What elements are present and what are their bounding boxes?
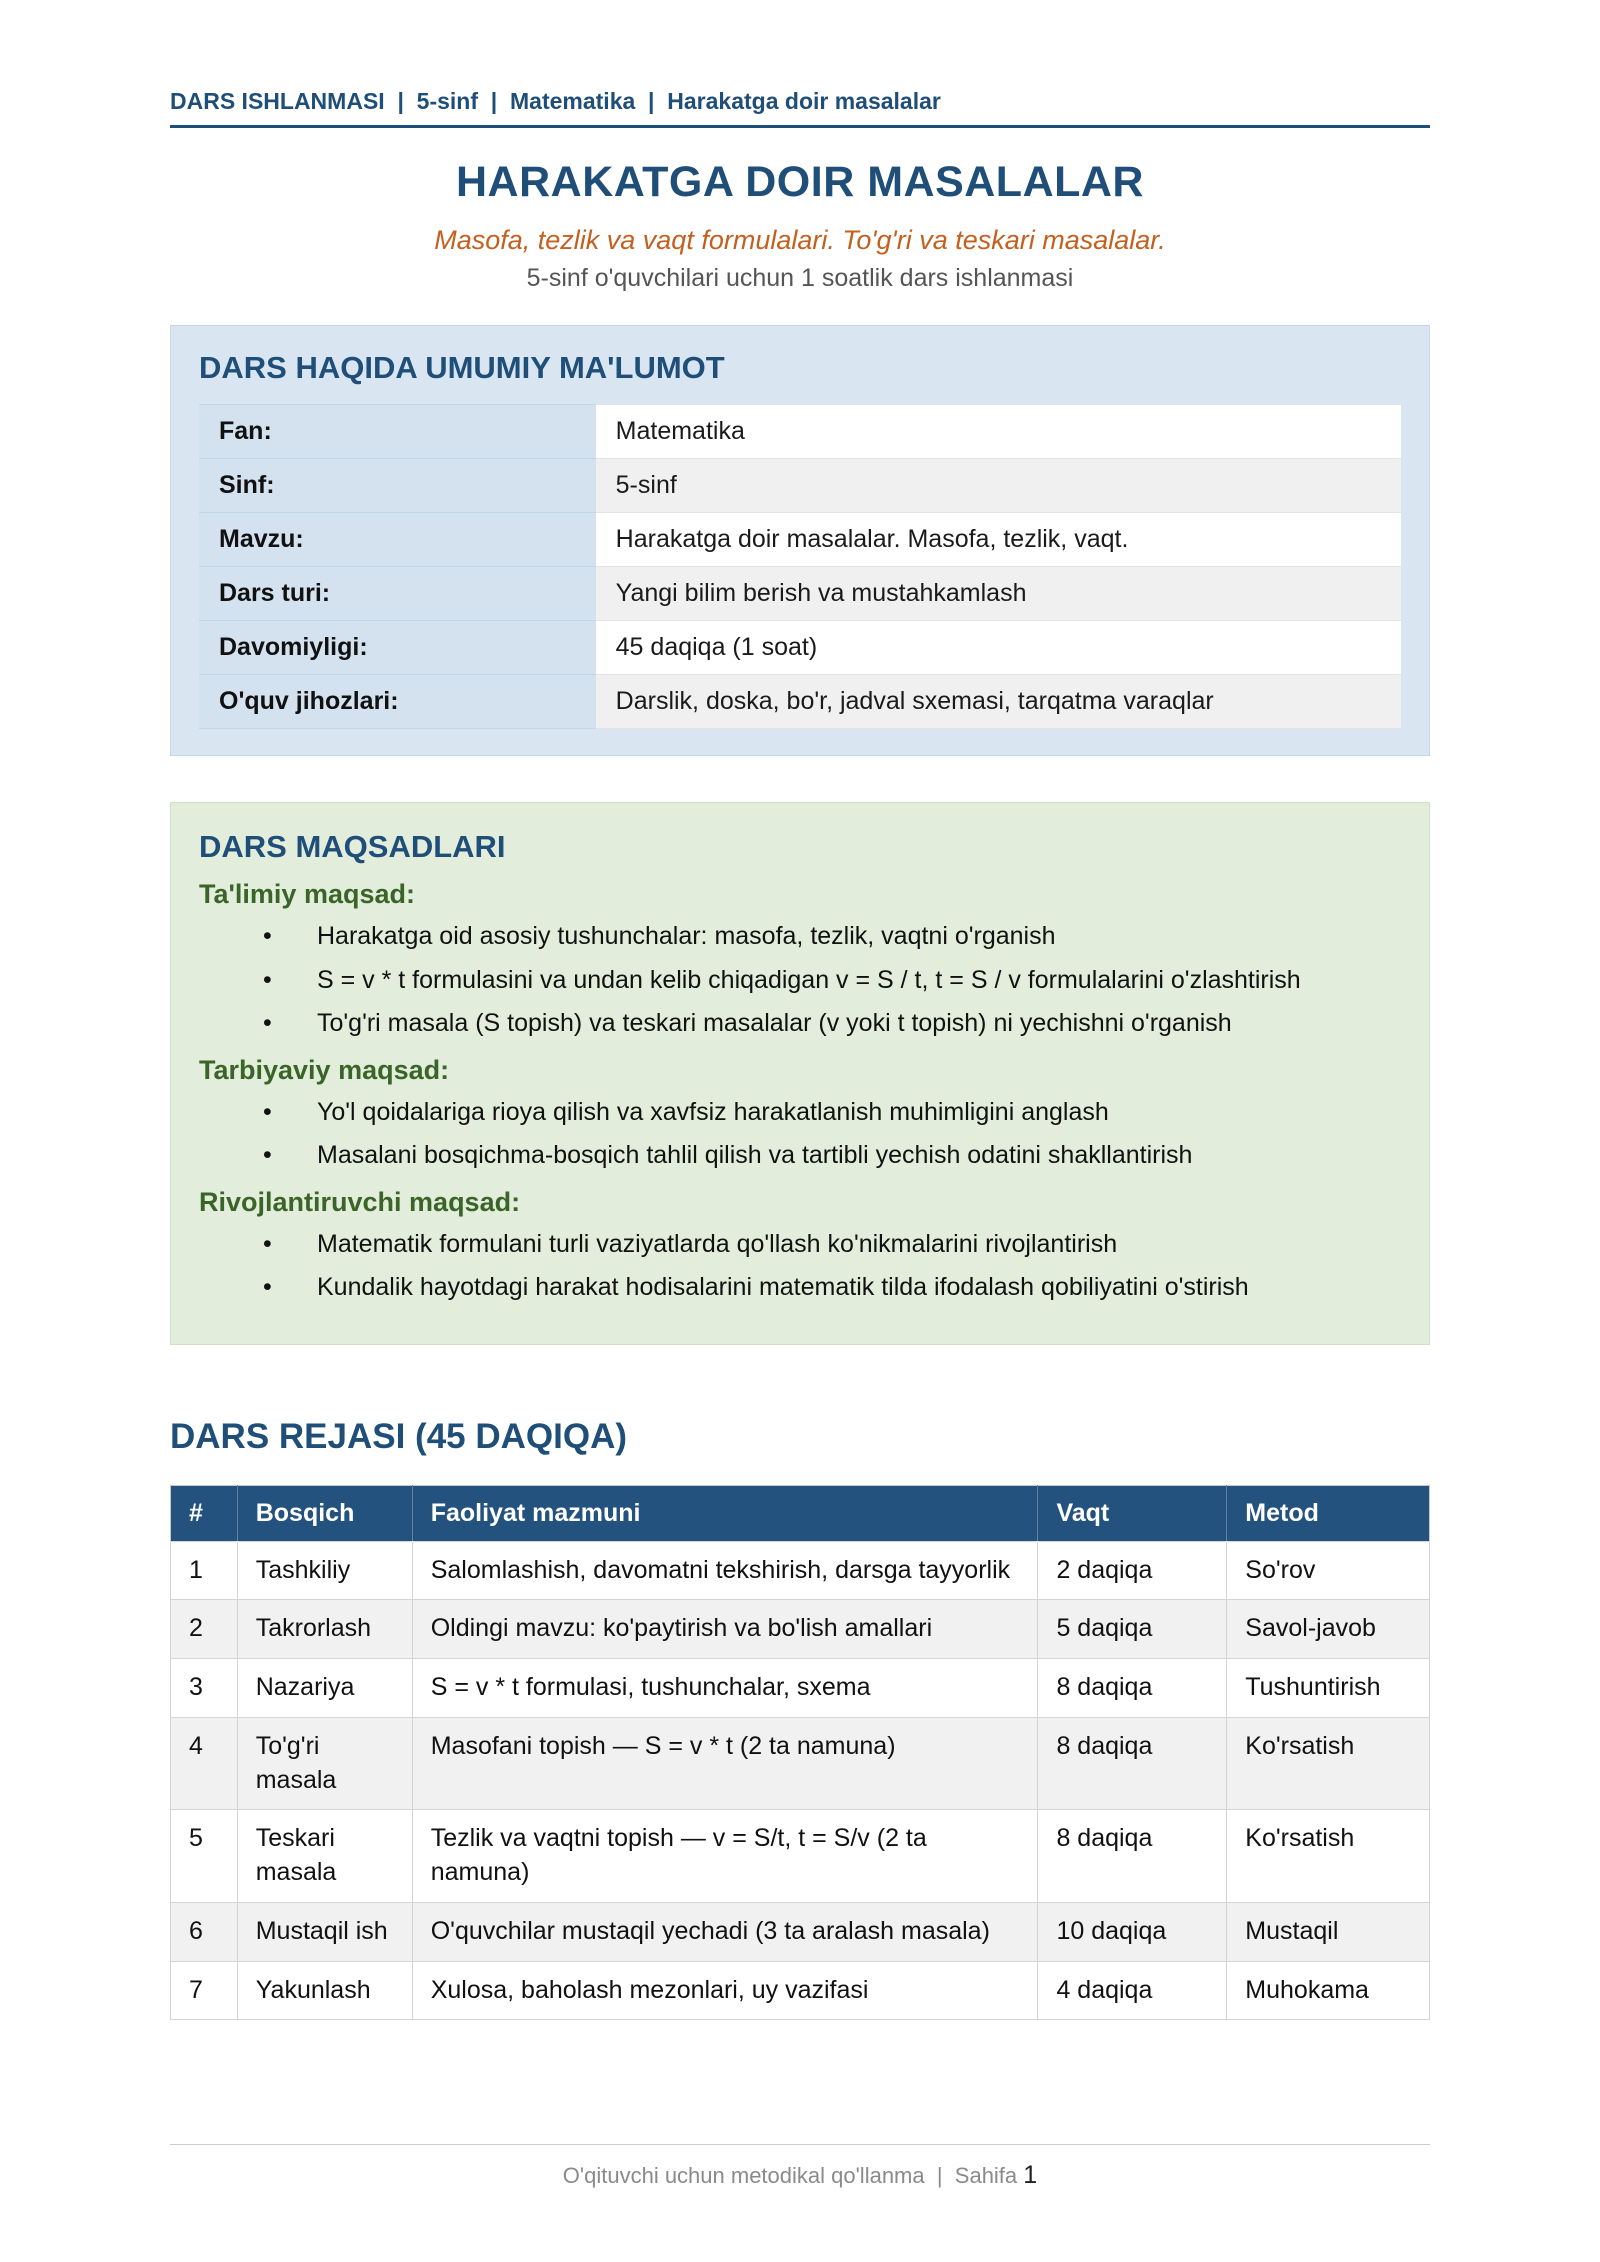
goal-bullet: • Harakatga oid asosiy tushunchalar: masofa, tezlik, vaqtni o'rganish <box>199 919 1401 954</box>
info-table <box>199 404 1401 729</box>
info-label: Fan: <box>199 405 596 459</box>
plan-cell-activity: S = v * t formulasi, tushunchalar, sxema <box>412 1659 1038 1718</box>
page-number: 1 <box>1023 2161 1038 2189</box>
plan-cell-time: 8 daqiqa <box>1038 1659 1227 1718</box>
plan-header-time: Vaqt <box>1038 1485 1227 1541</box>
plan-cell-activity: Salomlashish, davomatni tekshirish, darsga tayyorlik <box>412 1541 1038 1600</box>
plan-cell-activity: O'quvchilar mustaqil yechadi (3 ta aralash masala) <box>412 1902 1038 1961</box>
header-breadcrumb: DARS ISHLANMASI | 5-sinf | Matematika | Harakatga doir masalalar <box>170 88 1430 128</box>
info-row <box>199 459 1401 513</box>
plan-cell-number: 7 <box>171 1961 238 2020</box>
page-title: HARAKATGA DOIR MASALALAR <box>456 158 1144 206</box>
plan-cell-number: 1 <box>171 1541 238 1600</box>
plan-cell-number: 2 <box>171 1600 238 1659</box>
plan-cell-time: 2 daqiqa <box>1038 1541 1227 1600</box>
plan-cell-method: Ko'rsatish <box>1227 1717 1430 1810</box>
info-label: O'quv jihozlari: <box>199 675 596 729</box>
plan-cell-time: 8 daqiqa <box>1038 1717 1227 1810</box>
goal-list-rivojlantiruvchi <box>199 1227 1401 1305</box>
info-value: Harakatga doir masalalar. Masofa, tezlik, vaqt. <box>596 513 1401 567</box>
info-box <box>170 325 1430 756</box>
page-footer <box>170 2144 1430 2190</box>
info-label: Mavzu: <box>199 513 596 567</box>
plan-row <box>171 1541 1430 1600</box>
goal-list-tarbiyaviy <box>199 1095 1401 1173</box>
plan-row <box>171 1717 1430 1810</box>
plan-cell-method: So'rov <box>1227 1541 1430 1600</box>
plan-cell-method: Mustaqil <box>1227 1902 1430 1961</box>
goal-bullet: • To'g'ri masala (S topish) va teskari masalalar (v yoki t topish) ni yechishni o'rganish <box>199 1006 1401 1041</box>
plan-cell-method: Ko'rsatish <box>1227 1810 1430 1903</box>
plan-heading: DARS REJASI (45 DAQIQA) <box>170 1416 628 1456</box>
plan-cell-activity: Tezlik va vaqtni topish — v = S/t, t = S/v (2 ta namuna) <box>412 1810 1038 1903</box>
plan-cell-number: 3 <box>171 1659 238 1718</box>
page-subtitle: Masofa, tezlik va vaqt formulalari. To'g'ri va teskari masalalar. <box>434 225 1166 255</box>
plan-row <box>171 1961 1430 2020</box>
plan-row <box>171 1600 1430 1659</box>
plan-cell-time: 10 daqiqa <box>1038 1902 1227 1961</box>
info-label: Dars turi: <box>199 567 596 621</box>
plan-header-number: # <box>171 1485 238 1541</box>
plan-cell-method: Savol-javob <box>1227 1600 1430 1659</box>
page-description: 5-sinf o'quvchilari uchun 1 soatlik dars ishlanmasi <box>526 264 1074 292</box>
info-label: Sinf: <box>199 459 596 513</box>
plan-cell-method: Tushuntirish <box>1227 1659 1430 1718</box>
goal-section-title-tarbiyaviy: Tarbiyaviy maqsad: <box>199 1054 450 1085</box>
goal-bullet: • Matematik formulani turli vaziyatlarda qo'llash ko'nikmalarini rivojlantirish <box>199 1227 1401 1262</box>
goal-section-title-talimiy: Ta'limiy maqsad: <box>199 879 415 909</box>
plan-table <box>170 1485 1430 2021</box>
plan-cell-number: 6 <box>171 1902 238 1961</box>
plan-cell-time: 5 daqiqa <box>1038 1600 1227 1659</box>
goal-bullet: • Masalani bosqichma-bosqich tahlil qilish va tartibli yechish odatini shakllantirish <box>199 1138 1401 1173</box>
plan-cell-time: 8 daqiqa <box>1038 1810 1227 1903</box>
plan-cell-stage: Tashkiliy <box>237 1541 412 1600</box>
goal-list-talimiy <box>199 919 1401 1041</box>
plan-cell-stage: Yakunlash <box>237 1961 412 2020</box>
plan-cell-stage: Mustaqil ish <box>237 1902 412 1961</box>
footer-text: O'qituvchi uchun metodikal qo'llanma | Sahifa <box>562 2163 1024 2188</box>
goals-box <box>170 802 1430 1345</box>
plan-cell-activity: Oldingi mavzu: ko'paytirish va bo'lish amallari <box>412 1600 1038 1659</box>
info-row <box>199 567 1401 621</box>
info-box-heading: DARS HAQIDA UMUMIY MA'LUMOT <box>199 350 725 385</box>
goal-bullet: • Yo'l qoidalariga rioya qilish va xavfsiz harakatlanish muhimligini anglash <box>199 1095 1401 1130</box>
plan-header-activity: Faoliyat mazmuni <box>412 1485 1038 1541</box>
info-value: Matematika <box>596 405 1401 459</box>
plan-cell-stage: Teskari masala <box>237 1810 412 1903</box>
info-value: Yangi bilim berish va mustahkamlash <box>596 567 1401 621</box>
plan-cell-method: Muhokama <box>1227 1961 1430 2020</box>
goal-section-title-rivojlantiruvchi: Rivojlantiruvchi maqsad: <box>199 1186 521 1217</box>
plan-header-stage: Bosqich <box>237 1485 412 1541</box>
plan-cell-activity: Masofani topish — S = v * t (2 ta namuna) <box>412 1717 1038 1810</box>
plan-cell-number: 5 <box>171 1810 238 1903</box>
plan-row <box>171 1659 1430 1718</box>
info-value: 45 daqiqa (1 soat) <box>596 621 1401 675</box>
plan-row <box>171 1902 1430 1961</box>
info-label: Davomiyligi: <box>199 621 596 675</box>
plan-header-row <box>171 1485 1430 1541</box>
goal-bullet: • S = v * t formulasini va undan kelib chiqadigan v = S / t, t = S / v formulalarini o'zlashtirish <box>199 963 1401 998</box>
info-row <box>199 621 1401 675</box>
plan-cell-stage: Takrorlash <box>237 1600 412 1659</box>
plan-cell-stage: Nazariya <box>237 1659 412 1718</box>
plan-cell-number: 4 <box>171 1717 238 1810</box>
goals-box-heading: DARS MAQSADLARI <box>199 829 506 864</box>
plan-row <box>171 1810 1430 1903</box>
info-row <box>199 675 1401 729</box>
plan-cell-stage: To'g'ri masala <box>237 1717 412 1810</box>
info-value: 5-sinf <box>596 459 1401 513</box>
plan-header-method: Metod <box>1227 1485 1430 1541</box>
plan-cell-activity: Xulosa, baholash mezonlari, uy vazifasi <box>412 1961 1038 2020</box>
goal-bullet: • Kundalik hayotdagi harakat hodisalarini matematik tilda ifodalash qobiliyatini o'stirish <box>199 1270 1401 1305</box>
plan-cell-time: 4 daqiqa <box>1038 1961 1227 2020</box>
info-value: Darslik, doska, bo'r, jadval sxemasi, tarqatma varaqlar <box>596 675 1401 729</box>
info-row <box>199 405 1401 459</box>
info-row <box>199 513 1401 567</box>
